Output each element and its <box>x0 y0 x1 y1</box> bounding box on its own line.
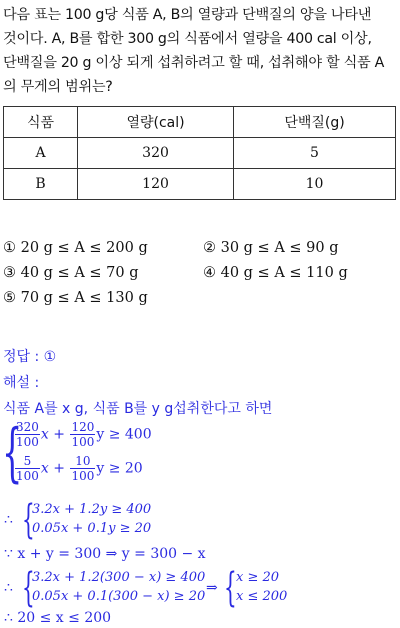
implies-icon: ⇒ <box>206 580 218 596</box>
table-row <box>4 169 396 200</box>
choice-1[interactable]: ① 20 g ≤ A ≤ 200 g <box>3 240 148 256</box>
choice-3[interactable]: ③ 40 g ≤ A ≤ 70 g <box>3 265 139 281</box>
fraction <box>15 454 40 483</box>
table-header: 단백질(g) <box>234 107 396 138</box>
equation-line: 0.05x + 0.1(300 − x) ≥ 20 <box>32 589 206 604</box>
table-cell: 120 <box>78 169 234 200</box>
fraction-numerator: 5 <box>23 454 32 468</box>
table-cell: A <box>4 138 78 169</box>
answer-choices <box>3 240 399 315</box>
fraction-numerator: 120 <box>71 420 95 434</box>
table-cell: 10 <box>234 169 396 200</box>
therefore-icon: ∴ <box>4 580 13 596</box>
nutrition-table <box>3 106 396 200</box>
left-brace-icon: { <box>2 416 23 490</box>
problem-line: 의 무게의 범위는? <box>3 79 113 95</box>
fraction-denominator: 100 <box>16 435 39 449</box>
problem-line: 단백질을 20 g 이상 되게 섭취하려고 할 때, 섭취해야 할 식품 A <box>3 55 384 71</box>
fraction <box>15 420 40 449</box>
therefore-icon: ∴ <box>4 512 13 528</box>
left-brace-icon: { <box>22 565 35 611</box>
because-line: ∵ x + y = 300 ⇒ y = 300 − x <box>4 546 206 562</box>
fraction-numerator: 320 <box>16 420 39 434</box>
answer-line: 정답 : ① <box>3 349 57 365</box>
equation-line: $\frac{5}{100}$ x + $\frac{10}{100}$ y ≥ 20 <box>16 454 143 483</box>
table-header-row <box>4 107 396 138</box>
explanation-label: 해설 : <box>3 375 40 391</box>
fraction-denominator: 100 <box>16 469 39 483</box>
fraction <box>70 420 95 449</box>
table-cell: B <box>4 169 78 200</box>
table-cell: 5 <box>234 138 396 169</box>
fraction-denominator: 100 <box>71 435 95 449</box>
problem-line: 것이다. A, B를 합한 300 g의 식품에서 열량을 400 cal 이상, <box>3 31 372 47</box>
left-brace-icon: { <box>224 565 237 611</box>
problem-statement <box>3 3 399 99</box>
choice-2[interactable]: ② 30 g ≤ A ≤ 90 g <box>203 240 339 256</box>
left-brace-icon: { <box>22 497 35 543</box>
equation-line: x ≤ 200 <box>236 589 288 604</box>
choice-row <box>3 290 399 315</box>
table-row <box>4 138 396 169</box>
equation-line: 3.2x + 1.2y ≥ 400 <box>32 502 152 517</box>
equation-line: x ≥ 20 <box>236 570 280 585</box>
equation-line: $\frac{320}{100}$ x + $\frac{120}{100}$ y ≥ 400 <box>16 420 152 449</box>
equation-line: 0.05x + 0.1y ≥ 20 <box>32 521 152 536</box>
equation-line: 3.2x + 1.2(300 − x) ≥ 400 <box>32 570 206 585</box>
inequality-rhs: y ≥ 400 <box>96 426 152 443</box>
fraction-denominator: 100 <box>71 469 95 483</box>
fraction-numerator: 10 <box>75 454 91 468</box>
problem-line: 다음 표는 100 g당 식품 A, B의 열량과 단백질의 양을 나타낸 <box>3 7 372 23</box>
table-cell: 320 <box>78 138 234 169</box>
choice-5[interactable]: ⑤ 70 g ≤ A ≤ 130 g <box>3 290 148 306</box>
setup-line: 식품 A를 x g, 식품 B를 y g섭취한다고 하면 <box>3 401 273 417</box>
choice-4[interactable]: ④ 40 g ≤ A ≤ 110 g <box>203 265 348 281</box>
choice-row <box>3 240 399 265</box>
table-header: 식품 <box>4 107 78 138</box>
final-result: ∴ 20 ≤ x ≤ 200 <box>4 610 112 626</box>
fraction <box>70 454 95 483</box>
table-header: 열량(cal) <box>78 107 234 138</box>
choice-row <box>3 265 399 290</box>
inequality-rhs: y ≥ 20 <box>96 460 143 477</box>
